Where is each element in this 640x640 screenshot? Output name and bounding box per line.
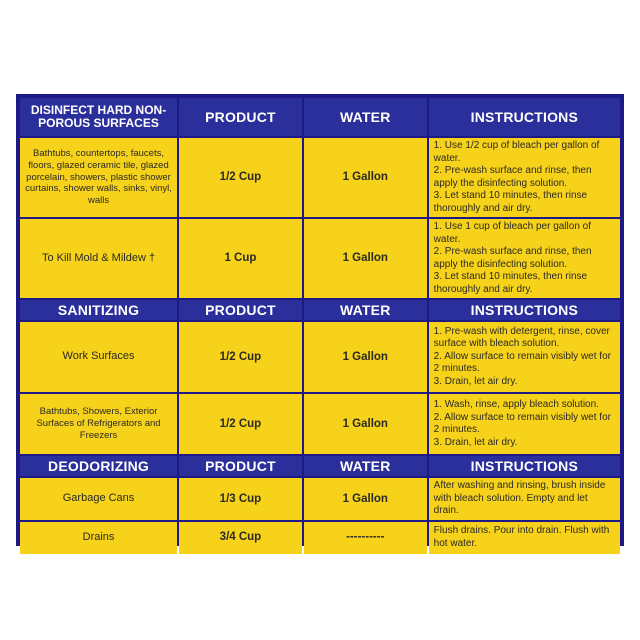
instructions-cell xyxy=(429,522,620,554)
bleach-usage-table xyxy=(16,94,624,549)
header-water: WATER xyxy=(304,456,427,476)
surface-cell: Drains xyxy=(20,522,177,554)
header-disinfect: DISINFECT HARD NON-POROUS SURFACES xyxy=(20,98,177,136)
section-header-sanitizing xyxy=(20,300,620,320)
water-cell: 1 Gallon xyxy=(304,322,427,392)
surface-cell: Bathtubs, Showers, Exterior Surfaces of Refrigerators and Freezers xyxy=(20,394,177,454)
header-sanitizing: SANITIZING xyxy=(20,300,177,320)
table-row xyxy=(20,322,620,392)
instruction-step: 3. Let stand 10 minutes, then rinse thoroughly and air dry. xyxy=(433,190,588,214)
water-cell: 1 Gallon xyxy=(304,138,427,217)
product-cell: 1/2 Cup xyxy=(179,322,302,392)
surface-cell: Garbage Cans xyxy=(20,478,177,520)
header-deodorizing: DEODORIZING xyxy=(20,456,177,476)
header-product: PRODUCT xyxy=(179,456,302,476)
instruction-step: Flush drains. Pour into drain. Flush with hot water. xyxy=(433,525,610,549)
instructions-cell xyxy=(429,394,620,454)
water-cell: 1 Gallon xyxy=(304,219,427,298)
header-water: WATER xyxy=(304,300,427,320)
product-cell: 1/2 Cup xyxy=(179,138,302,217)
header-water: WATER xyxy=(304,98,427,136)
instructions-cell xyxy=(429,138,620,217)
section-header-deodorizing xyxy=(20,456,620,476)
table-row xyxy=(20,219,620,298)
instructions-cell xyxy=(429,478,620,520)
instruction-step: 1. Pre-wash with detergent, rinse, cover surface with bleach solution. xyxy=(433,325,610,350)
surface-cell: Bathtubs, countertops, faucets, floors, glazed ceramic tile, glazed porcelain, showers, plastic shower curtains, shower walls, sinks, vinyl, walls xyxy=(20,138,177,217)
instruction-step: 3. Let stand 10 minutes, then rinse thoroughly and air dry. xyxy=(433,271,588,295)
product-cell: 3/4 Cup xyxy=(179,522,302,554)
instruction-step: 2. Pre-wash surface and rinse, then apply the disinfecting solution. xyxy=(433,165,592,189)
water-cell: 1 Gallon xyxy=(304,478,427,520)
instruction-step: 1. Use 1 cup of bleach per gallon of water. xyxy=(433,221,591,245)
product-cell: 1/3 Cup xyxy=(179,478,302,520)
instruction-step: 2. Allow surface to remain visibly wet for 2 minutes. xyxy=(433,411,611,435)
table-row xyxy=(20,478,620,520)
instruction-step: 2. Pre-wash surface and rinse, then apply the disinfecting solution. xyxy=(433,246,592,270)
header-product: PRODUCT xyxy=(179,300,302,320)
product-cell: 1 Cup xyxy=(179,219,302,298)
instruction-step: 2. Allow surface to remain visibly wet for 2 minutes. xyxy=(433,350,611,375)
instruction-step: 1. Use 1/2 cup of bleach per gallon of water. xyxy=(433,140,600,164)
instruction-step: 3. Drain, let air dry. xyxy=(433,375,518,387)
instruction-step: 3. Drain, let air dry. xyxy=(433,436,518,448)
water-cell: ---------- xyxy=(304,522,427,554)
header-instructions: INSTRUCTIONS xyxy=(429,456,620,476)
header-product: PRODUCT xyxy=(179,98,302,136)
instruction-step: After washing and rinsing, brush inside with bleach solution. Empty and let drain. xyxy=(433,480,606,516)
header-instructions: INSTRUCTIONS xyxy=(429,300,620,320)
instructions-cell xyxy=(429,219,620,298)
surface-cell: To Kill Mold & Mildew † xyxy=(20,219,177,298)
water-cell: 1 Gallon xyxy=(304,394,427,454)
instruction-step: 1. Wash, rinse, apply bleach solution. xyxy=(433,399,599,410)
instructions-cell xyxy=(429,322,620,392)
product-cell: 1/2 Cup xyxy=(179,394,302,454)
header-instructions: INSTRUCTIONS xyxy=(429,98,620,136)
table-row xyxy=(20,138,620,217)
table-row xyxy=(20,522,620,554)
section-header-disinfect xyxy=(20,98,620,136)
table-row xyxy=(20,394,620,454)
surface-cell: Work Surfaces xyxy=(20,322,177,392)
